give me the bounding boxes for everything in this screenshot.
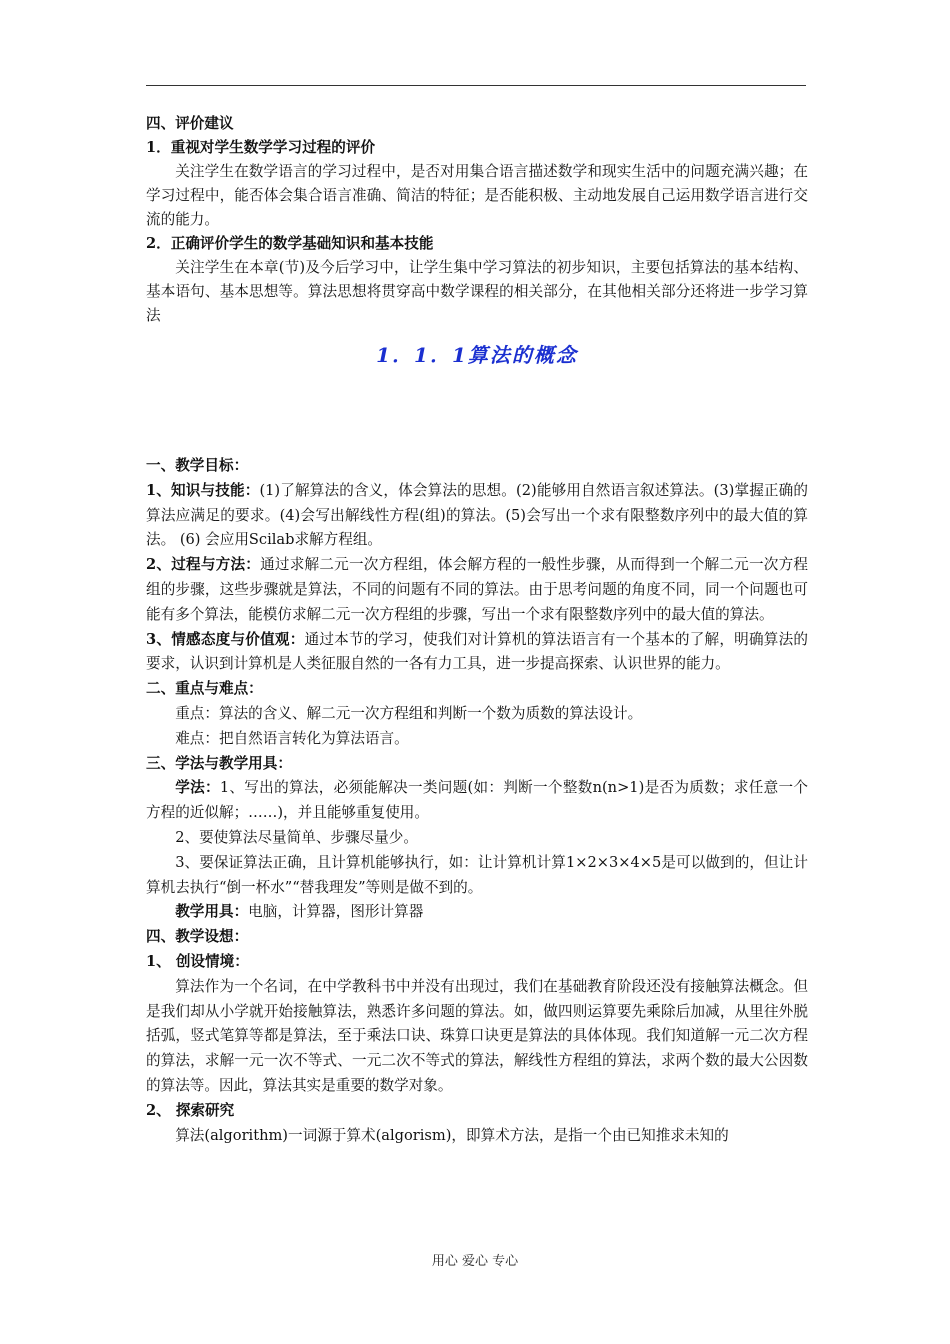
evaluation-item-1-title: 1．重视对学生数学学习过程的评价: [146, 139, 376, 156]
page-footer: 用心 爱心 专心: [431, 1254, 519, 1269]
design-sub-1: 1、 创设情境：: [146, 952, 249, 970]
learning-method-3: 3、要保证算法正确，且计算机能够执行，如：让计算机计算1×2×3×4×5是可以做到的，但让计算机去执行“倒一杯水”“替我理发”等则是做不到的。: [146, 853, 808, 896]
lesson-body: [146, 454, 808, 1148]
section-heading-evaluation: 四、评价建议: [146, 115, 234, 132]
teaching-tools-text: 电脑，计算器，图形计算器: [248, 903, 424, 921]
lesson-title: 1．1．1算法的概念: [376, 343, 578, 367]
teaching-tools-label: 教学用具：: [175, 903, 249, 921]
keypoint-difficulty: 难点：把自然语言转化为算法语言。: [175, 729, 409, 747]
objective-knowledge: [146, 479, 808, 553]
design-sub-2: 2、 探索研究: [146, 1101, 235, 1119]
objective-process: [146, 553, 808, 627]
keypoints-heading: 二、重点与难点：: [146, 680, 263, 698]
keypoint-key: 重点：算法的含义、解二元一次方程组和判断一个数为质数的算法设计。: [175, 704, 643, 722]
objective-process-label: 2、过程与方法：: [146, 556, 261, 574]
learning-method-label: 学法：: [175, 779, 220, 797]
objective-attitude-label: 3、情感态度与价值观：: [146, 630, 305, 648]
teaching-tools: [146, 900, 808, 925]
objectives-heading: 一、教学目标：: [146, 457, 249, 474]
spacer: [146, 370, 808, 454]
learning-method-1: [146, 776, 808, 826]
methods-heading: 三、学法与教学用具：: [146, 754, 292, 772]
document-body: [146, 112, 808, 1148]
objective-knowledge-label: 1、知识与技能：: [146, 481, 260, 499]
evaluation-item-2-text: 关注学生在本章(节)及今后学习中，让学生集中学习算法的初步知识，主要包括算法的基本结构、基本语句、基本思想等。算法思想将贯穿高中数学课程的相关部分，在其他相关部分还将进一步学习算法: [146, 259, 808, 324]
header-rule: [146, 85, 806, 86]
objective-knowledge-text: (1)了解算法的含义，体会算法的思想。(2)能够用自然语言叙述算法。(3)掌握正确的算法应满足的要求。(4)会写出解线性方程(组)的算法。(5)会写出一个求有限整数序列中的最大值的算法。 (6) 会应用Scilab求解方程组。: [146, 481, 809, 549]
evaluation-item-2-title: 2．正确评价学生的数学基础知识和基本技能: [146, 235, 434, 252]
learning-method-2: 2、要使算法尽量简单、步骤尽量少。: [175, 828, 418, 846]
evaluation-item-1-text: 关注学生在数学语言的学习过程中，是否对用集合语言描述数学和现实生活中的问题充满兴趣；在学习过程中，能否体会集合语言准确、简洁的特征；是否能积极、主动地发展自己运用数学语言进行交流的能力。: [146, 163, 808, 228]
objective-attitude: [146, 628, 808, 678]
design-heading: 四、教学设想：: [146, 928, 249, 946]
learning-method-1-text: 1、写出的算法，必须能解决一类问题(如：判断一个整数n(n>1)是否为质数；求任意一个方程的近似解；……)，并且能够重复使用。: [146, 779, 808, 822]
design-sub-1-text: 算法作为一个名词，在中学教科书中并没有出现过，我们在基础教育阶段还没有接触算法概念。但是我们却从小学就开始接触算法，熟悉许多问题的算法。如，做四则运算要先乘除后加减，从里往外脱括弧，竖式笔算等都是算法，至于乘法口诀、珠算口诀更是算法的具体体现。我们知道解一元二次方程的算法，求解一元一次不等式、一元二次不等式的算法，解线性方程组的算法，求两个数的最大公因数的算法等。因此，算法其实是重要的数学对象。: [146, 977, 808, 1094]
objective-attitude-text: 通过本节的学习，使我们对计算机的算法语言有一个基本的了解，明确算法的要求，认识到计算机是人类征服自然的一各有力工具，进一步提高探索、认识世界的能力。: [146, 630, 808, 673]
design-sub-2-text: 算法(algorithm)一词源于算术(algorism)，即算术方法，是指一个由已知推求未知的: [175, 1126, 729, 1144]
objective-process-text: 通过求解二元一次方程组，体会解方程的一般性步骤，从而得到一个解二元一次方程组的步骤，这些步骤就是算法，不同的问题有不同的算法。由于思考问题的角度不同，同一个问题也可能有多个算法，能模仿求解二元一次方程组的步骤，写出一个求有限整数序列中的最大值的算法。: [146, 556, 808, 623]
